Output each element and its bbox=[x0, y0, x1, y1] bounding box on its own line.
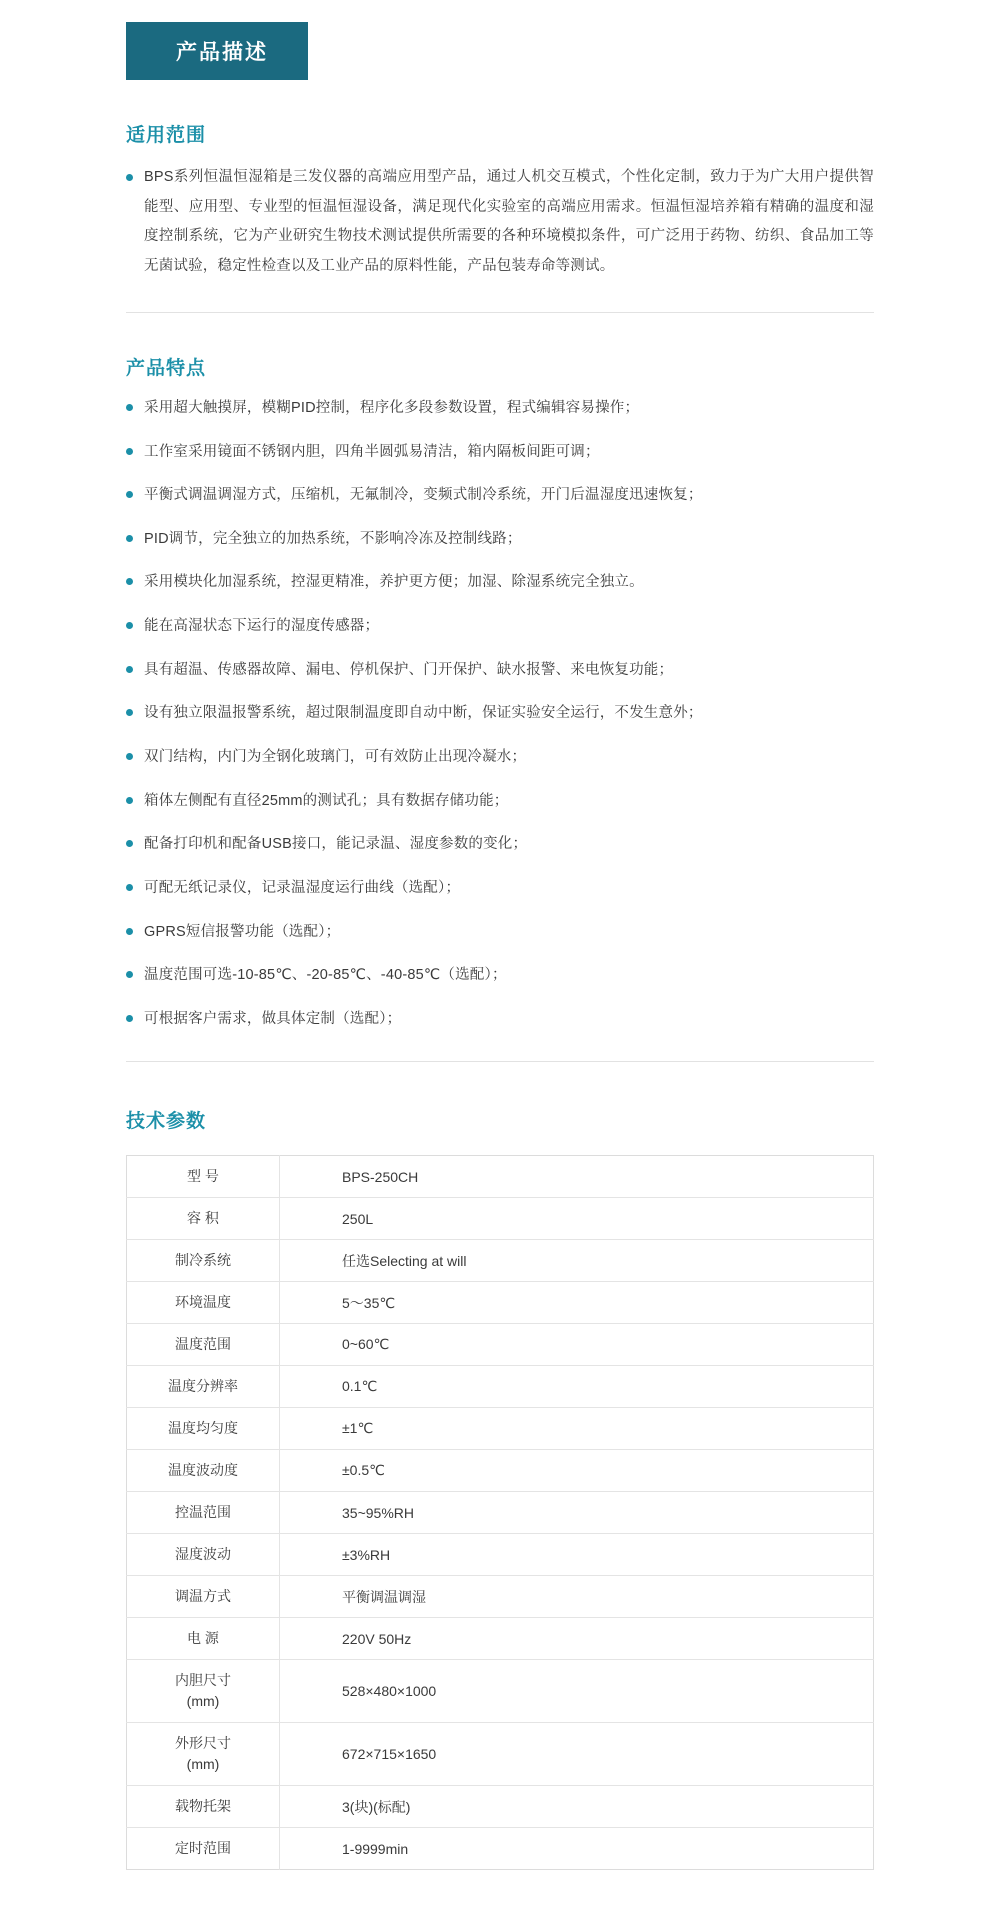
spec-value: 0~60℃ bbox=[342, 1336, 390, 1353]
feature-text: 箱体左侧配有直径25mm的测试孔；具有数据存储功能； bbox=[144, 792, 509, 809]
bullet-dot-icon bbox=[126, 535, 133, 542]
list-item bbox=[126, 832, 874, 857]
bullet-dot-icon bbox=[126, 971, 133, 978]
spec-value: 平衡调温调湿 bbox=[342, 1588, 426, 1605]
table-row bbox=[127, 1828, 874, 1870]
table-row bbox=[127, 1156, 874, 1198]
bullet-dot-icon bbox=[126, 753, 133, 760]
table-row bbox=[127, 1492, 874, 1534]
spec-value: 3(块)(标配) bbox=[342, 1798, 411, 1815]
bottom-spacer bbox=[126, 1870, 874, 1910]
table-row bbox=[127, 1408, 874, 1450]
section-title-features: 产品特点 bbox=[126, 357, 207, 379]
list-item bbox=[126, 876, 874, 901]
table-row bbox=[127, 1786, 874, 1828]
spec-label: 温度分辨率 bbox=[127, 1366, 280, 1408]
bullet-dot-icon bbox=[126, 174, 133, 181]
spec-label: 型 号 bbox=[127, 1156, 280, 1198]
spec-value: 220V 50Hz bbox=[342, 1630, 412, 1647]
table-row bbox=[127, 1618, 874, 1660]
feature-text: 配备打印机和配备USB接口，能记录温、湿度参数的变化； bbox=[144, 836, 528, 853]
spec-value: 1-9999min bbox=[342, 1840, 409, 1857]
spec-label: 内胆尺寸 (mm) bbox=[127, 1660, 280, 1723]
feature-list bbox=[126, 396, 874, 1032]
spec-label: 电 源 bbox=[127, 1618, 280, 1660]
table-row bbox=[127, 1198, 874, 1240]
page-content bbox=[126, 22, 874, 1910]
divider bbox=[126, 1061, 874, 1062]
bullet-dot-icon bbox=[126, 840, 133, 847]
feature-text: 具有超温、传感器故障、漏电、停机保护、门开保护、缺水报警、来电恢复功能； bbox=[144, 661, 674, 678]
list-item bbox=[126, 1007, 874, 1032]
list-item bbox=[126, 963, 874, 988]
bullet-dot-icon bbox=[126, 928, 133, 935]
spec-label: 温度均匀度 bbox=[127, 1408, 280, 1450]
spec-value: ±0.5℃ bbox=[342, 1462, 385, 1479]
list-item bbox=[126, 570, 874, 595]
feature-text: 能在高湿状态下运行的湿度传感器； bbox=[144, 618, 380, 635]
scope-paragraph bbox=[126, 163, 874, 282]
table-row bbox=[127, 1723, 874, 1786]
bullet-dot-icon bbox=[126, 404, 133, 411]
feature-text: GPRS短信报警功能（选配）； bbox=[144, 923, 341, 940]
spec-value: BPS-250CH bbox=[342, 1168, 419, 1185]
spec-value: 250L bbox=[342, 1210, 374, 1227]
list-item bbox=[126, 658, 874, 683]
feature-text: 温度范围可选-10‐85℃、-20‐85℃、-40‐85℃（选配）； bbox=[144, 967, 507, 984]
table-row bbox=[127, 1576, 874, 1618]
feature-text: 设有独立限温报警系统，超过限制温度即自动中断，保证实验安全运行，不发生意外； bbox=[144, 705, 703, 722]
table-row bbox=[127, 1366, 874, 1408]
spec-label: 温度波动度 bbox=[127, 1450, 280, 1492]
bullet-dot-icon bbox=[126, 709, 133, 716]
spec-table bbox=[126, 1155, 874, 1870]
table-row bbox=[127, 1324, 874, 1366]
spec-value: 672×715×1650 bbox=[342, 1746, 437, 1763]
spec-value: ±3%RH bbox=[342, 1546, 391, 1563]
spec-value: 5～35℃ bbox=[342, 1294, 396, 1311]
spec-label: 温度范围 bbox=[127, 1324, 280, 1366]
table-row bbox=[127, 1660, 874, 1723]
spec-label: 制冷系统 bbox=[127, 1240, 280, 1282]
bullet-dot-icon bbox=[126, 1015, 133, 1022]
bullet-dot-icon bbox=[126, 448, 133, 455]
list-item bbox=[126, 614, 874, 639]
list-item bbox=[126, 440, 874, 465]
table-row bbox=[127, 1534, 874, 1576]
spec-value: 0.1℃ bbox=[342, 1378, 378, 1395]
bullet-dot-icon bbox=[126, 491, 133, 498]
list-item bbox=[126, 789, 874, 814]
list-item bbox=[126, 396, 874, 421]
section-title-scope: 适用范围 bbox=[126, 125, 207, 146]
scope-text: BPS系列恒温恒湿箱是三发仪器的高端应用型产品，通过人机交互模式，个性化定制，致力于为广大用户提供智能型、应用型、专业型的恒温恒湿设备，满足现代化实验室的高端应用需求。恒温恒湿培养箱有精确的温度和湿度控制系统，它为产业研究生物技术测试提供所需要的各种环境模拟条件，可广泛用于药物、纺织、食品加工等无菌试验，稳定性检查以及工业产品的原料性能，产品包装寿命等测试。 bbox=[144, 169, 874, 275]
page-title: 产品描述 bbox=[126, 22, 308, 80]
bullet-dot-icon bbox=[126, 622, 133, 629]
table-row bbox=[127, 1240, 874, 1282]
bullet-dot-icon bbox=[126, 578, 133, 585]
feature-text: PID调节，完全独立的加热系统，不影响冷冻及控制线路； bbox=[144, 530, 522, 547]
feature-text: 可根据客户需求，做具体定制（选配）； bbox=[144, 1010, 402, 1027]
spec-label: 调温方式 bbox=[127, 1576, 280, 1618]
bullet-dot-icon bbox=[126, 666, 133, 673]
feature-text: 双门结构，内门为全钢化玻璃门，可有效防止出现冷凝水； bbox=[144, 749, 527, 765]
feature-text: 平衡式调温调湿方式，压缩机，无氟制冷，变频式制冷系统，开门后温湿度迅速恢复； bbox=[144, 487, 703, 504]
spec-value: 35~95%RH bbox=[342, 1504, 414, 1521]
spec-label: 湿度波动 bbox=[127, 1534, 280, 1576]
feature-text: 采用模块化加湿系统，控湿更精准，养护更方便；加湿、除湿系统完全独立。 bbox=[144, 574, 644, 591]
section-title-tech: 技术参数 bbox=[126, 1111, 207, 1133]
bullet-dot-icon bbox=[126, 797, 133, 804]
spec-label: 定时范围 bbox=[127, 1828, 280, 1870]
list-item bbox=[126, 527, 874, 552]
list-item bbox=[126, 745, 874, 770]
feature-text: 采用超大触摸屏，模糊PID控制，程序化多段参数设置，程式编辑容易操作； bbox=[144, 399, 640, 416]
divider bbox=[126, 312, 874, 313]
list-item bbox=[126, 920, 874, 945]
spec-label: 控温范围 bbox=[127, 1492, 280, 1534]
spec-label: 环境温度 bbox=[127, 1282, 280, 1324]
table-row bbox=[127, 1450, 874, 1492]
spec-value: 任选Selecting at will bbox=[342, 1252, 467, 1269]
bullet-dot-icon bbox=[126, 884, 133, 891]
list-item bbox=[126, 483, 874, 508]
list-item bbox=[126, 701, 874, 726]
spec-value: 528×480×1000 bbox=[342, 1683, 437, 1700]
spec-label: 载物托架 bbox=[127, 1786, 280, 1828]
table-row bbox=[127, 1282, 874, 1324]
feature-text: 可配无纸记录仪，记录温湿度运行曲线（选配）； bbox=[144, 879, 461, 896]
feature-text: 工作室采用镜面不锈钢内胆，四角半圆弧易清洁，箱内隔板间距可调； bbox=[144, 443, 600, 460]
spec-label: 容 积 bbox=[127, 1198, 280, 1240]
spec-value: ±1℃ bbox=[342, 1420, 374, 1437]
spec-label: 外形尺寸 (mm) bbox=[127, 1723, 280, 1786]
